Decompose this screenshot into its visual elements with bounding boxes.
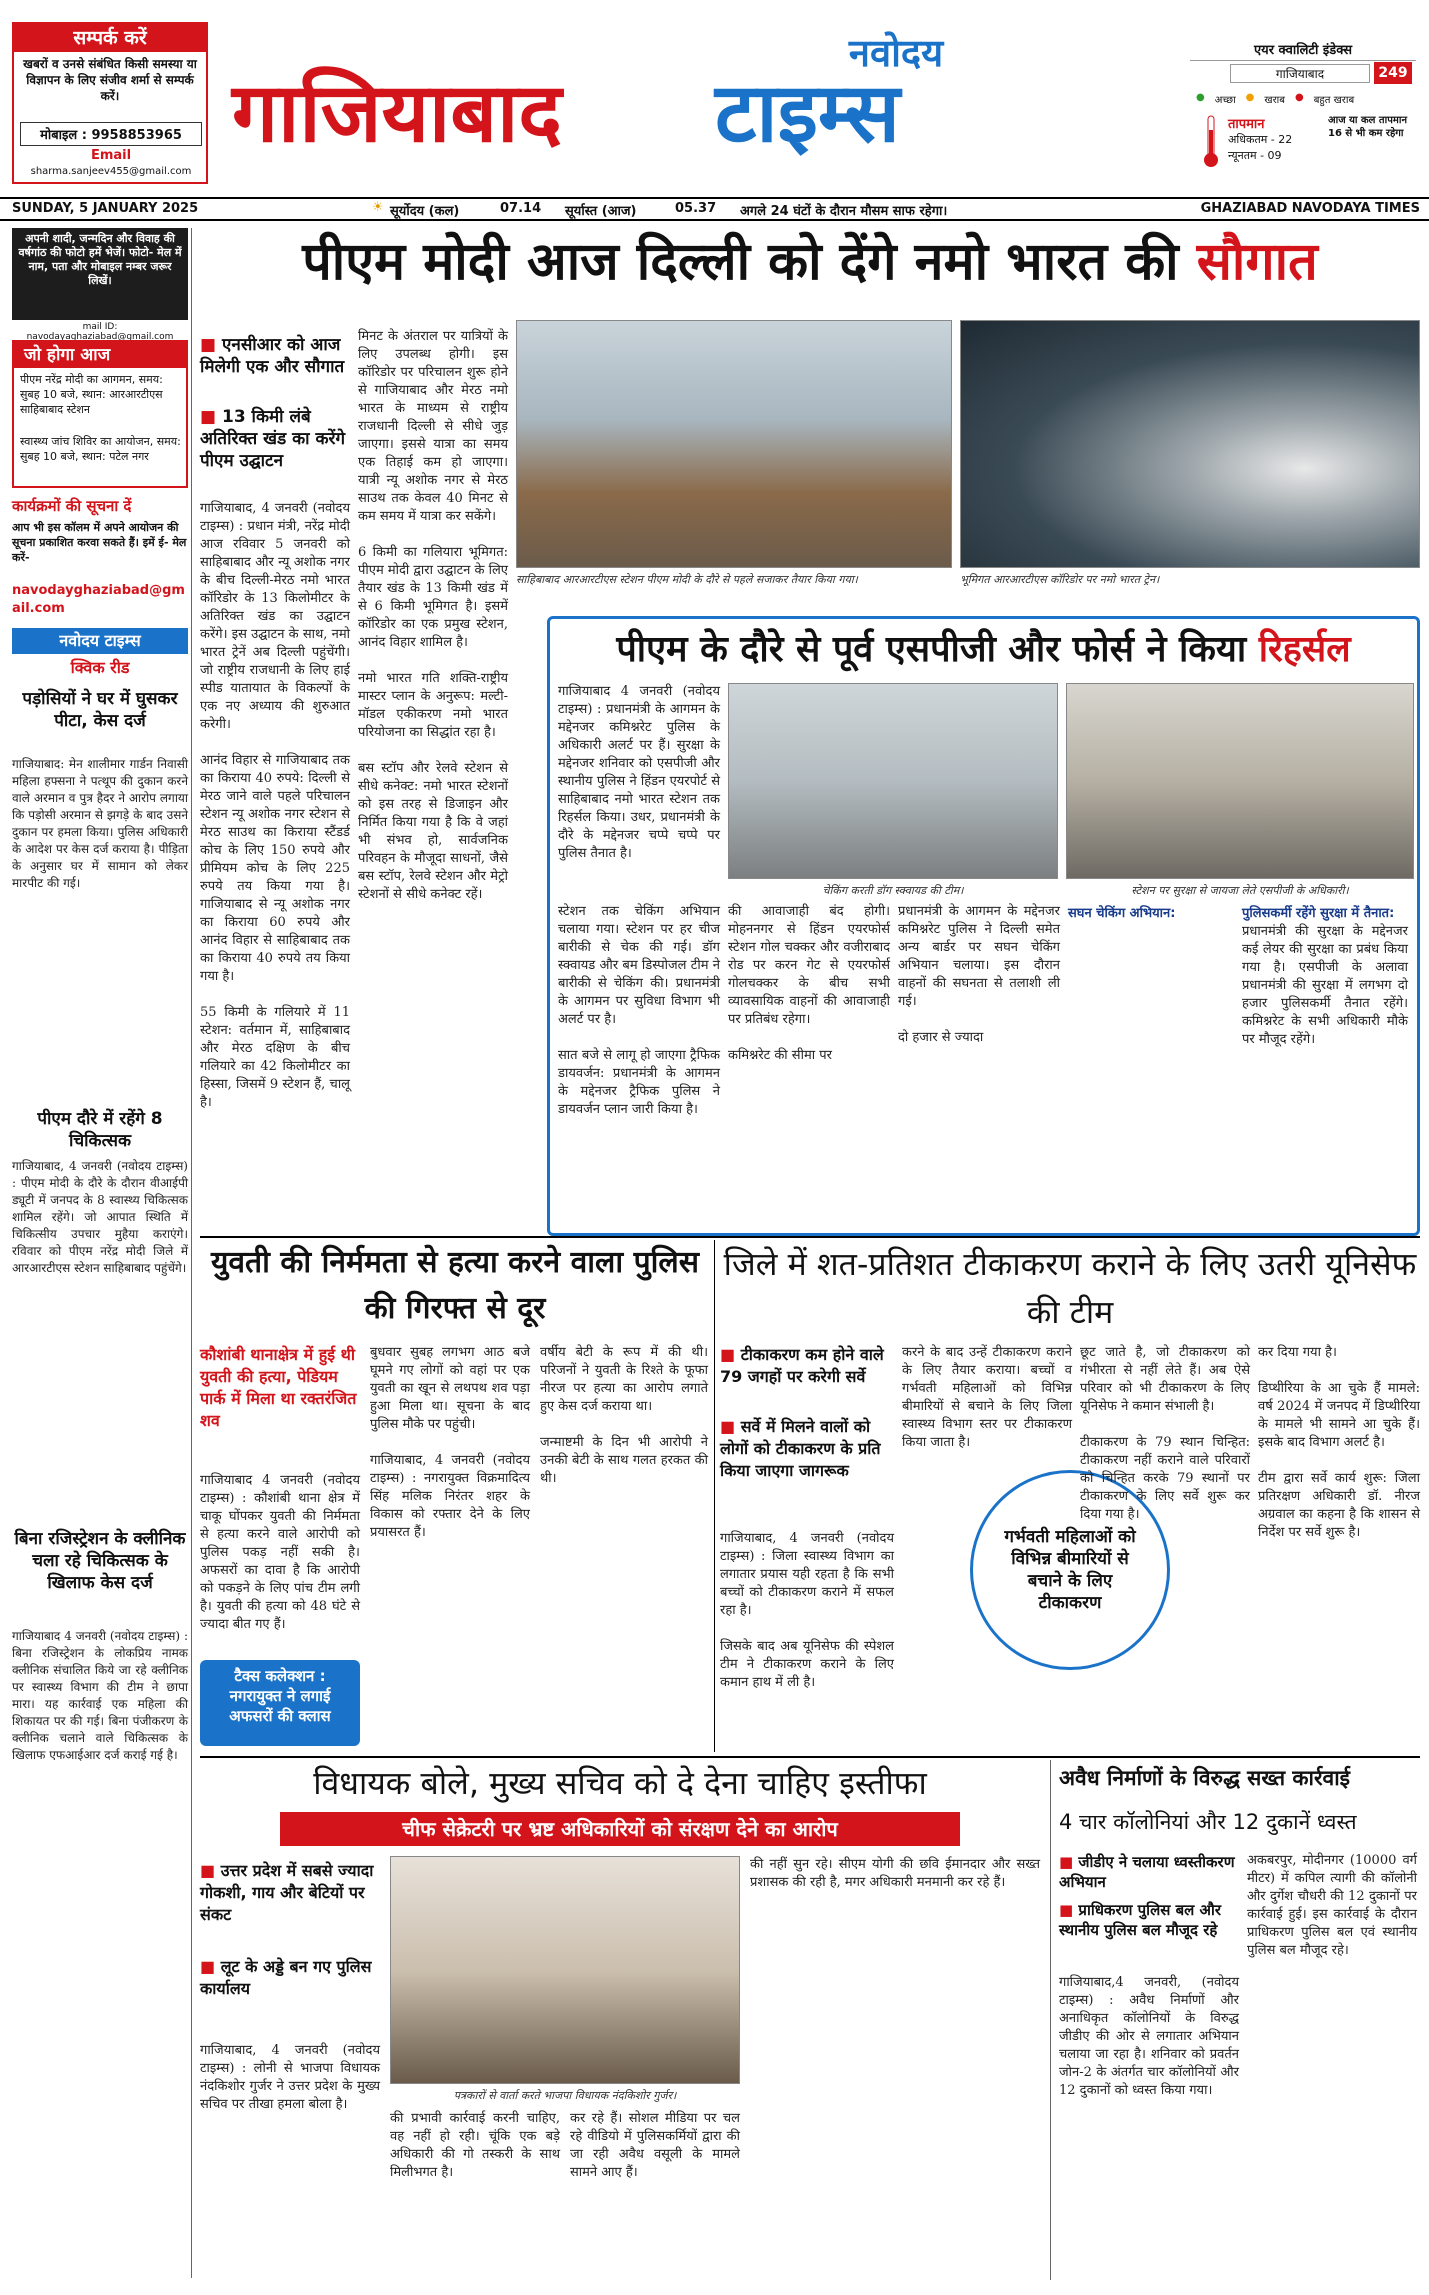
mla-col-3: कर रहे हैं। सोशल मीडिया पर चल रहे वीडियो में पुलिसकर्मियों द्वारा की जा रही अवैध वसूली के मामले सामने आए हैं। bbox=[570, 2111, 745, 2180]
unicef-col-3: छूट जाते है, जो टीकाकरण को गंभीरता से नहीं लेते हैं। अब ऐसे परिवार को भी टीकाकरण के लिए यूनिसेफ ने कमान संभाली है। टीकाकरण के 79 स्थान चिन्हित: टीकाकरण नहीं कराने वाले परिवारों को चिन्हित करके 79 स्थानों पर टीकाकरण के लिए सर्वे शुरू कर दिया गया है। bbox=[1080, 1345, 1250, 1522]
mla-sub-1 bbox=[200, 1860, 380, 1926]
bullet-icon: ■ bbox=[720, 1345, 741, 1364]
aqi-legend bbox=[1196, 92, 1416, 108]
bullet-icon: ■ bbox=[200, 407, 222, 427]
date: SUNDAY, 5 JANUARY 2025 bbox=[12, 201, 199, 216]
promo-text: अपनी शादी, जन्मदिन और विवाह की वर्षगांठ की फोटो हमें भेजें। फोटो- मेल में नाम, पता और मोबाइल नम्बर जरूर लिखें। bbox=[18, 232, 182, 287]
encroach-sub-1 bbox=[1059, 1852, 1239, 1892]
mla-story bbox=[200, 1760, 1045, 2280]
rehearsal-intro: गाजियाबाद 4 जनवरी (नवोदय टाइम्स) : प्रधानमंत्री के आगमन के मद्देनजर कमिश्नरेट पुलिस के अधिकारी अलर्ट पर हैं। सुरक्षा के मद्देनजर शनिवार को एसपीजी और स्थानीय पुलिस ने हिंडन एयरपोर्ट से साहिबाबाद नमो भारत स्टेशन तक रिहर्सल किया। उधर, प्रधानमंत्री के दौरे के मद्देनजर चप्पे चप्पे पर पुलिस तैनात है। bbox=[558, 684, 725, 861]
story1-body: गाजियाबाद: मेन शालीमार गार्डन निवासी महिला हफ्सना ने पत्थूप की दुकान करने वाले अरमान व पुत्र हैदर ने आरोप लगाया कि पड़ोसी अरमान से झगड़े के बाद उसने दुकान पर हमला किया। पुलिस अधिकारी के आदेश पर केस दर्ज कराया है। पीड़िता के अनुसार घर में सामान को लेकर मारपीट की गई। bbox=[12, 757, 192, 890]
events-box bbox=[12, 496, 188, 626]
dog-squad-caption: चेकिंग करती डॉग स्क्वायड की टीम। bbox=[822, 884, 964, 897]
sunset-time: 05.37 bbox=[675, 201, 717, 216]
lead-sub-1-text: एनसीआर को आज मिलेगी एक और सौगात bbox=[200, 335, 345, 377]
rehearsal-headline-main: पीएम के दौरे से पूर्व एसपीजी और फोर्स ने किया bbox=[616, 629, 1259, 670]
sunset-label: सूर्यास्त (आज) bbox=[565, 204, 637, 219]
today-item-1: पीएम नरेंद्र मोदी का आगमन, समय: सुबह 10 बजे, स्थान: आरआरटीएस साहिबाबाद स्टेशन bbox=[20, 373, 163, 416]
murder-col-3: वर्षीय बेटी के रूप में की थी। परिजनों ने युवती के रिश्ते के फूफा नीरज पर हत्या का आरोप लगाते हुए केस दर्ज कराया था। जन्माष्टमी के दिन भी आरोपी ने उनकी बेटी के साथ गलत हरकत की थी। bbox=[540, 1345, 708, 1486]
unicef-headline: जिले में शत-प्रतिशत टीकाकरण कराने के लिए उतरी यूनिसेफ की टीम bbox=[723, 1245, 1417, 1331]
rehearsal-col-3: प्रधानमंत्री के आगमन के मद्देनजर कमिश्नरेट पुलिस ने दिल्ली समेत अन्य बार्डर पर सघन चेकिंग अभियान चलाया। इस दौरान वाहनों की सघनता से तलाशी ली गई। दो हजार से ज्यादा bbox=[898, 904, 1060, 1045]
temp-label: तापमान bbox=[1228, 117, 1265, 132]
spg-caption: स्टेशन पर सुरक्षा से जायजा लेते एसपीजी के अधिकारी। bbox=[1131, 884, 1349, 897]
rehearsal-headline-accent: रिहर्सल bbox=[1258, 629, 1351, 670]
unicef-sub-1-text: टीकाकरण कम होने वाले 79 जगहों पर करेगी सर्वे bbox=[720, 1345, 884, 1386]
sunrise-label: सूर्योदय (कल) bbox=[390, 204, 460, 219]
aqi-legend-poor: खराब bbox=[1264, 95, 1285, 106]
unicef-col-2: करने के बाद उन्हें टीकाकरण कराने के लिए तैयार कराया। बच्चों व गर्भवती महिलाओं को विभिन्न बीमारियों से बचाने के लिए जिला स्वास्थ्य विभाग स्तर पर टीकाकरण किया जाता है। bbox=[902, 1345, 1077, 1450]
train-photo bbox=[960, 320, 1420, 568]
aqi-legend-good: अच्छा bbox=[1214, 95, 1236, 106]
lead-sub-2 bbox=[200, 406, 350, 472]
mla-headline: विधायक बोले, मुख्य सचिव को दे देना चाहिए इस्तीफा bbox=[313, 1764, 927, 1802]
encroach-headline: अवैध निर्माणों के विरुद्ध सख्त कार्रवाई bbox=[1059, 1766, 1350, 1790]
contact-email-label: Email bbox=[90, 148, 132, 163]
rehearsal-box bbox=[547, 616, 1420, 1236]
weather-note: आज या कल तापमान 16 से भी कम रहेगा bbox=[1328, 115, 1408, 139]
rehearsal-col-4-wrap bbox=[1068, 903, 1413, 1223]
lead-headline-accent: सौगात bbox=[1196, 232, 1318, 292]
murder-col-2: बुधवार सुबह लगभग आठ बजे घूमने गए लोगों को वहां पर एक युवती का खून से लथपथ शव पड़ा हुआ मिला था। सूचना के बाद पुलिस मौके पर पहुंची। गाजियाबाद, 4 जनवरी (नवोदय टाइम्स) : नगरायुक्त विक्रमादित्य सिंह मलिक निरंतर शहर के विकास को रफ्तार देने के लिए प्रयासरत हैं। bbox=[370, 1345, 530, 1540]
aqi-city: गाजियाबाद bbox=[1230, 64, 1370, 83]
station-photo bbox=[516, 320, 952, 568]
unicef-col-4: कर दिया गया है। डिप्थीरिया के आ चुके हैं मामले: वर्ष 2024 में जनपद में डिप्थीरिया के मामले भी सामने आ चुके हैं। इसके बाद विभाग अलर्ट है। टीम द्वारा सर्वे कार्य शुरू: जिला प्रतिरक्षण अधिकारी डॉ. नीरज अग्रवाल का कहना है कि शासन से निर्देश पर सर्वे शुरू है। bbox=[1258, 1345, 1420, 1540]
spg-photo bbox=[1066, 683, 1414, 879]
quick-brand: नवोदय टाइम्स bbox=[12, 628, 188, 654]
contact-body: खबरों व उनसे संबंधित किसी समस्या या विज्ञापन के लिए संजीव शर्मा से सम्पर्क करें। bbox=[23, 57, 197, 103]
rehearsal-col-3-head: सघन चेकिंग अभियान: bbox=[1068, 906, 1176, 921]
unicef-sub-2 bbox=[720, 1416, 894, 1482]
contact-box bbox=[12, 22, 208, 184]
bullet-icon: ■ bbox=[200, 1957, 221, 1976]
brand-right: टाइम्स bbox=[715, 66, 900, 161]
unicef-sub-2-text: सर्वे में मिलने वालों को लोगों को टीकाकरण के प्रति किया जाएगा जागरूक bbox=[720, 1417, 881, 1480]
story3-headline: बिना रजिस्ट्रेशन के क्लीनिक चला रहे चिकित्सक के खिलाफ केस दर्ज bbox=[14, 1529, 186, 1593]
mla-col-2: की प्रभावी कार्रवाई करनी चाहिए, वह नहीं हो रही। चूंकि एक बड़े अधिकारी की गो तस्करी के साथ मिलीभगत है। bbox=[390, 2111, 565, 2180]
mla-sub-2 bbox=[200, 1956, 380, 2000]
tax-box-text: टैक्स कलेक्शन : नगरायुक्त ने लगाई अफसरों की क्लास bbox=[229, 1667, 331, 1725]
today-title: जो होगा आज bbox=[14, 342, 186, 368]
contact-title: सम्पर्क करें bbox=[14, 24, 206, 52]
tax-box bbox=[200, 1660, 360, 1746]
train-photo-caption: भूमिगत आरआरटीएस कॉरिडोर पर नमो भारत ट्रेन। bbox=[960, 573, 1160, 586]
masthead bbox=[0, 0, 1429, 197]
thermometer-icon bbox=[1202, 114, 1220, 168]
story1-headline: पड़ोसियों ने घर में घुसकर पीटा, केस दर्ज bbox=[22, 689, 178, 731]
sunrise-time: 07.14 bbox=[500, 201, 542, 216]
encroach-sub-2-text: प्राधिकरण पुलिस बल और स्थानीय पुलिस बल मौजूद रहे bbox=[1059, 1901, 1222, 1939]
lead-sub-2-text: 13 किमी लंबे अतिरिक्त खंड का करेंगे पीएम उद्घाटन bbox=[200, 407, 346, 471]
lead-sub-1 bbox=[200, 334, 350, 378]
dog-squad-photo bbox=[728, 683, 1058, 879]
bullet-icon: ■ bbox=[720, 1417, 741, 1436]
today-box bbox=[12, 340, 188, 488]
encroach-subhead: 4 चार कॉलोनियां और 12 दुकानें ध्वस्त bbox=[1059, 1810, 1357, 1834]
aqi-panel bbox=[1190, 40, 1418, 182]
lead-headline-main: पीएम मोदी आज दिल्ली को देंगे नमो भारत की bbox=[302, 232, 1197, 292]
mla-sub-1-text: उत्तर प्रदेश में सबसे ज्यादा गोकशी, गाय और बेटियों पर संकट bbox=[200, 1861, 374, 1924]
divider bbox=[200, 1756, 1420, 1758]
bullet-icon: ■ bbox=[1059, 1901, 1079, 1919]
story2-headline: पीएम दौरे में रहेंगे 8 चिकित्सक bbox=[37, 1109, 163, 1151]
rehearsal-col-4-head: पुलिसकर्मी रहेंगे सुरक्षा में तैनात: bbox=[1242, 906, 1395, 921]
mla-col-1: गाजियाबाद, 4 जनवरी (नवोदय टाइम्स) : लोनी से भाजपा विधायक नंदकिशोर गुर्जर ने उत्तर प्रदेश के मुख्य सचिव पर तीखा हमला बोला है। bbox=[200, 2043, 385, 2112]
aqi-value: 249 bbox=[1374, 62, 1412, 84]
aqi-dot-poor-icon: ● bbox=[1245, 92, 1255, 103]
bullet-icon: ■ bbox=[1059, 1853, 1079, 1871]
murder-headline: युवती की निर्ममता से हत्या करने वाला पुलिस की गिरफ्त से दूर bbox=[210, 1245, 700, 1326]
encroach-sub-1-text: जीडीए ने चलाया ध्वस्तीकरण अभियान bbox=[1059, 1853, 1235, 1891]
paper-name: GHAZIABAD NAVODAYA TIMES bbox=[1200, 201, 1420, 216]
aqi-dot-severe-icon: ● bbox=[1294, 92, 1304, 103]
unicef-sub-1 bbox=[720, 1344, 894, 1388]
rehearsal-headline bbox=[550, 625, 1417, 675]
brand-left: गाजियाबाद bbox=[232, 66, 562, 161]
station-photo-caption: साहिबाबाद आरआरटीएस स्टेशन पीएम मोदी के दौरे से पहले सजाकर तैयार किया गया। bbox=[516, 573, 858, 586]
divider bbox=[714, 1240, 715, 1752]
contact-email: sharma.sanjeev455@gmail.com bbox=[30, 166, 192, 177]
temp-min: न्यूनतम - 09 bbox=[1228, 149, 1282, 162]
weather-line: अगले 24 घंटों के दौरान मौसम साफ रहेगा। bbox=[740, 204, 948, 219]
temp-max: अधिकतम - 22 bbox=[1228, 133, 1293, 146]
promo-box bbox=[12, 228, 188, 320]
murder-col-1: गाजियाबाद 4 जनवरी (नवोदय टाइम्स) : कौशांबी थाना क्षेत्र में चाकू घोंपकर युवती की निर्ममता से हत्या करने वाले आरोपी को पुलिस पकड़ नहीं सकी है। अफसरों का दावा है कि आरोपी को पकड़ने के लिए पांच टीम लगी है। युवती की हत्या को 48 घंटे से ज्यादा बीत गए हैं। bbox=[200, 1473, 365, 1632]
unicef-quote-text: गर्भवती महिलाओं को विभिन्न बीमारियों से बचाने के लिए टीकाकरण bbox=[1004, 1527, 1136, 1613]
mla-banner: चीफ सेक्रेटरी पर भ्रष्ट अधिकारियों को संरक्षण देने का आरोप bbox=[280, 1812, 960, 1846]
encroach-sub-2 bbox=[1059, 1900, 1239, 1940]
dateline bbox=[0, 197, 1429, 221]
rehearsal-col-4: प्रधानमंत्री की सुरक्षा के मद्देनजर कई लेयर की सुरक्षा का प्रबंध किया गया है। एसपीजी के अलावा प्रधानमंत्री की सुरक्षा में लगभग दो हजार पुलिसकर्मी तैनात रहेंगे। कमिश्नरेट के सभी अधिकारी मौके पर मौजूद रहेंगे। bbox=[1242, 924, 1413, 1047]
bullet-icon: ■ bbox=[200, 1861, 221, 1880]
encroach-col-2: अकबरपुर, मोदीनगर (10000 वर्ग मीटर) में कपिल त्यागी की कॉलोनी और दुर्गेश चौधरी की 12 दुकानों पर कार्रवाई हुई। इस कार्रवाई के दौरान प्राधिकरण पुलिस बल एवं स्थानीय पुलिस बल मौजूद रहे। bbox=[1247, 1853, 1422, 1958]
mla-photo bbox=[390, 1856, 740, 2084]
unicef-story bbox=[720, 1240, 1420, 1750]
mla-col-4: की नहीं सुन रहे। सीएम योगी की छवि ईमानदार और सख्त प्रशासक की रही है, मगर अधिकारी मनमानी कर रहे हैं। bbox=[750, 1857, 1045, 1890]
quick-read-header bbox=[12, 628, 188, 682]
aqi-legend-severe: बहुत खराब bbox=[1313, 95, 1355, 106]
encroach-col-1: गाजियाबाद,4 जनवरी, (नवोदय टाइम्स) : अवैध निर्माणों और अनाधिकृत कॉलोनियों के विरुद्ध जीडीए की ओर से लगातार अभियान चलाया जा रहा है। शनिवार को प्रवर्तन जोन-2 के अंतर्गत चार कॉलोनियों और 12 दुकानों को ध्वस्त किया गया। bbox=[1059, 1975, 1244, 2098]
rehearsal-col-1: स्टेशन तक चेकिंग अभियान चलाया गया। स्टेशन पर हर चीज बारीकी से चेक की गई। डॉग स्क्वायड और बम डिस्पोजल टीम ने बारीकी से चेकिंग की। प्रधानमंत्री के आगमन पर सुविधा विभाग भी अलर्ट पर है। सात बजे से लागू हो जाएगा ट्रैफिक डायवर्जन: प्रधानमंत्री के आगमन के मद्देनजर ट्रैफिक पुलिस ने डायवर्जन प्लान जारी किया है। bbox=[558, 904, 720, 1117]
promo-mail: mail ID: navodayaghaziabad@gmail.com bbox=[26, 322, 174, 342]
bullet-icon: ■ bbox=[200, 335, 222, 355]
left-column bbox=[12, 228, 192, 2278]
events-title: कार्यक्रमों की सूचना दें bbox=[12, 497, 132, 515]
aqi-dot-good-icon: ● bbox=[1196, 92, 1205, 103]
lead-col-2: मिनट के अंतराल पर यात्रियों के लिए उपलब्ध होगी। इस कॉरिडोर पर परिचालन शुरू होने से गाजियाबाद और मेरठ नमो भारत के माध्यम से राष्ट्रीय राजधानी दिल्ली से सीधे जुड़ जाएगा। इससे यात्रा का समय एक तिहाई कम हो जाएगा। यात्री न्यू अशोक नगर से मेरठ साउथ तक केवल 40 मिनट से कम समय में यात्रा कर सकेंगे। 6 किमी का गलियारा भूमिगत: पीएम मोदी द्वारा उद्घाटन के लिए तैयार खंड के 13 किमी खंड में से 6 किमी भूमिगत है। इसमें कॉरिडोर का एक प्रमुख स्टेशन, आनंद विहार शामिल है। नमो भारत गति शक्ति-राष्ट्रीय मास्टर प्लान के अनुरूप: मल्टी-मॉडल एकीकरण नमो भारत परियोजना का सिद्धांत रहा है। बस स्टॉप और रेलवे स्टेशन से सीधे कनेक्ट: नमो भारत स्टेशनों को इस तरह से डिजाइन और निर्मित किया गया है कि वे जहां भी संभव हो, सार्वजनिक परिवहन के मौजूदा साधनों, जैसे बस स्टॉप, रेलवे स्टेशन और मेट्रो स्टेशनों से सीधे कनेक्ट रहें। bbox=[358, 329, 508, 902]
events-email: navodayghaziabad@gmail.com bbox=[12, 583, 185, 616]
unicef-col-1: गाजियाबाद, 4 जनवरी (नवोदय टाइम्स) : जिला स्वास्थ्य विभाग का लगातार प्रयास यही रहता है कि सभी बच्चों को टीकाकरण कराने में सफल रहा है। जिसके बाद अब यूनिसेफ की स्पेशल टीम ने टीकाकरण कराने के लिए कमान हाथ में ली है। bbox=[720, 1531, 894, 1690]
brand-top: नवोदय bbox=[848, 31, 944, 75]
lead-headline bbox=[200, 228, 1420, 296]
murder-story bbox=[200, 1240, 710, 1750]
lead-col-1: गाजियाबाद, 4 जनवरी (नवोदय टाइम्स) : प्रधान मंत्री, नरेंद्र मोदी आज रविवार 5 जनवरी को साहिबाबाद और न्यू अशोक नगर के बीच दिल्ली-मेरठ नमो भारत कॉरिडोर के 13 किलोमीटर के अतिरिक्त खंड का उद्घाटन करेंगे। इस उद्घाटन के साथ, नमो भारत ट्रेनें अब दिल्ली पहुंचेंगी। जो राष्ट्रीय राजधानी के लिए हाई स्पीड यातायात के विकल्पों के एक नए अध्याय की शुरुआत करेगी। आनंद विहार से गाजियाबाद तक का किराया 40 रुपये: दिल्ली से मेरठ जाने वाले पहले परिचालन स्टेशन न्यू अशोक नगर स्टेशन से मेरठ साउथ का किराया स्टैंडर्ड कोच के लिए 150 रुपये और प्रीमियम कोच के लिए 225 रुपये तय किया गया है। गाजियाबाद से न्यू अशोक नगर का किराया 60 रुपये और आनंद विहार से साहिबाबाद तक का किराया 40 रुपये तय किया गया है। 55 किमी के गलियारे में 11 स्टेशन: वर्तमान में, साहिबाबाद और मेरठ दक्षिण के बीच गलियारे का 42 किलोमीटर का हिस्सा, जिसमें 9 स्टेशन हैं, चालू है। bbox=[200, 501, 350, 1110]
divider bbox=[200, 1236, 1420, 1238]
encroach-story bbox=[1050, 1760, 1420, 2280]
quick-title: क्विक रीड bbox=[70, 658, 130, 677]
mla-sub-2-text: लूट के अड्डे बन गए पुलिस कार्यालय bbox=[200, 1957, 372, 1998]
aqi-title: एयर क्वालिटी इंडेक्स bbox=[1190, 40, 1416, 61]
contact-mobile: मोबाइल : 9958853965 bbox=[20, 122, 202, 146]
story2-body: गाजियाबाद, 4 जनवरी (नवोदय टाइम्स) : पीएम मोदी के दौरे के दौरान वीआईपी ड्यूटी में जनपद के 8 स्वास्थ्य चिकित्सक शामिल रहेंगे। जो आपात स्थिति में चिकित्सीय उपचार मुहैया कराएंगे। रविवार को पीएम नरेंद्र मोदी जिले में आरआरटीएस स्टेशन साहिबाबाद पहुंचेंगे। bbox=[12, 1159, 192, 1275]
story3-body: गाजियाबाद 4 जनवरी (नवोदय टाइम्स) : बिना रजिस्ट्रेशन के लोकप्रिय नामक क्लीनिक संचालित किये जा रहे क्लीनिक पर स्वास्थ्य विभाग की टीम ने छापा मारा। यह कार्रवाई एक महिला की शिकायत पर की गई। बिना पंजीकरण के क्लीनिक चलाने वाले चिकित्सक के खिलाफ एफआईआर दर्ज कराई गई है। bbox=[12, 1629, 192, 1762]
rehearsal-col-2: की आवाजाही बंद होगी। मोहननगर से हिंडन एयरफोर्स स्टेशन गोल चक्कर और वजीराबाद रोड पर करन गेट से एयरफोर्स गोलचक्कर के बीच सभी व्यावसायिक वाहनों की आवाजाही पर प्रतिबंध रहेगा। कमिश्नरेट की सीमा पर bbox=[728, 904, 890, 1063]
today-item-2: स्वास्थ्य जांच शिविर का आयोजन, समय: सुबह 10 बजे, स्थान: पटेल नगर bbox=[20, 435, 181, 463]
mla-photo-caption: पत्रकारों से वार्ता करते भाजपा विधायक नंदकिशोर गुर्जर। bbox=[453, 2089, 677, 2102]
murder-sub: कौशांबी थानाक्षेत्र में हुई थी युवती की हत्या, पेडियम पार्क में मिला था रक्तरंजित शव bbox=[200, 1345, 357, 1430]
sun-icon: ☀ bbox=[372, 200, 384, 215]
events-body: आप भी इस कॉलम में अपने आयोजन की सूचना प्रकाशित करवा सकते हैं। इमें ई- मेल करें- bbox=[12, 521, 187, 564]
